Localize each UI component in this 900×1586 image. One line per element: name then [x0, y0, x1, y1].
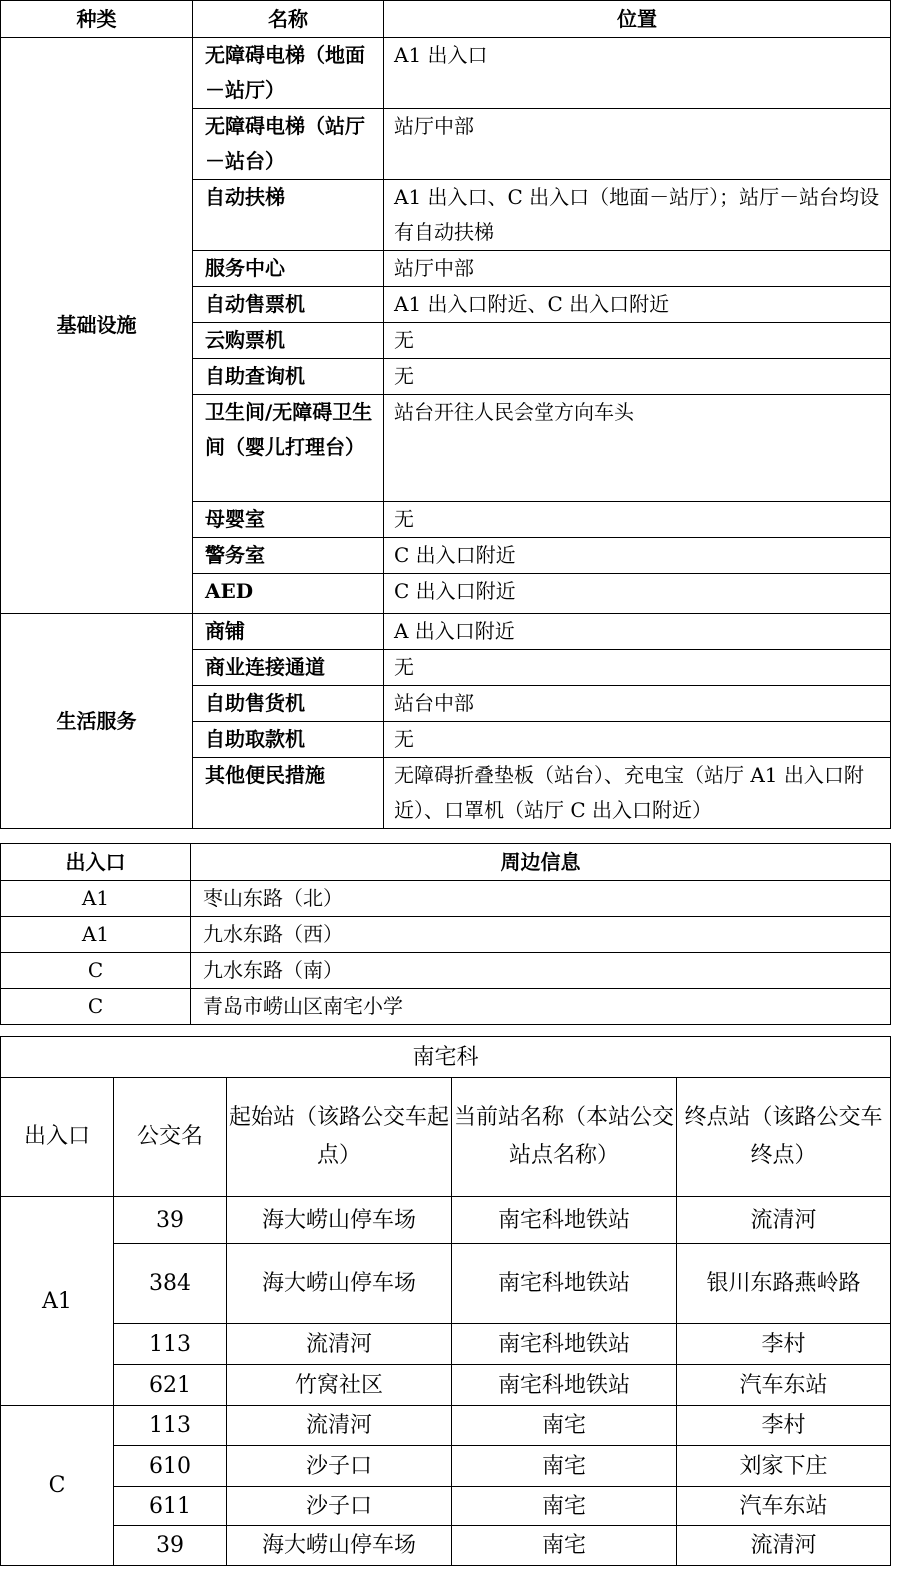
facility-location: 站厅中部: [384, 109, 891, 180]
header-exit: 出入口: [1, 1078, 114, 1197]
info-cell: 青岛市崂山区南宅小学: [191, 989, 891, 1025]
info-cell: 枣山东路（北）: [191, 881, 891, 917]
current-stop: 南宅科地铁站: [452, 1324, 677, 1365]
bus-line: 384: [114, 1244, 227, 1324]
table-row: [1, 989, 891, 1025]
end-stop: 汽车东站: [677, 1487, 891, 1526]
bus-line: 113: [114, 1406, 227, 1446]
table-row: [1, 1526, 891, 1566]
table-row: [1, 1324, 891, 1365]
facility-name: 警务室: [193, 538, 384, 574]
facility-location: 无障碍折叠垫板（站台）、充电宝（站厅 A1 出入口附近）、口罩机（站厅 C 出入口附近）: [384, 758, 891, 829]
facility-location: 站厅中部: [384, 251, 891, 287]
facility-location: A1 出入口、C 出入口（地面－站厅）；站厅－站台均设有自动扶梯: [384, 180, 891, 251]
facility-location: 无: [384, 722, 891, 758]
facility-name: 自助取款机: [193, 722, 384, 758]
bus-line: 113: [114, 1324, 227, 1365]
facility-name: 母婴室: [193, 502, 384, 538]
header-bus-line: 公交名: [114, 1078, 227, 1197]
facility-name: 自助售货机: [193, 686, 384, 722]
table-row: [1, 917, 891, 953]
facility-location: 无: [384, 502, 891, 538]
header-category: 种类: [1, 1, 193, 38]
bus-line: 610: [114, 1446, 227, 1487]
end-stop: 李村: [677, 1324, 891, 1365]
table-header-row: [1, 1, 891, 38]
surroundings-table: [0, 843, 891, 1025]
facility-location: A 出入口附近: [384, 614, 891, 650]
header-exit: 出入口: [1, 844, 191, 881]
facility-location: A1 出入口: [384, 38, 891, 109]
facility-name: 卫生间/无障碍卫生间（婴儿打理台）: [193, 395, 384, 502]
start-stop: 海大崂山停车场: [227, 1197, 452, 1244]
header-start-stop: 起始站（该路公交车起点）: [227, 1078, 452, 1197]
end-stop: 流清河: [677, 1197, 891, 1244]
current-stop: 南宅: [452, 1406, 677, 1446]
table-row: [1, 953, 891, 989]
table-row: [1, 1487, 891, 1526]
bus-line: 39: [114, 1526, 227, 1566]
table-header-row: [1, 1078, 891, 1197]
bus-line: 621: [114, 1365, 227, 1406]
current-stop: 南宅: [452, 1487, 677, 1526]
exit-cell: A1: [1, 1197, 114, 1406]
table-row: [1, 881, 891, 917]
facility-name: AED: [193, 574, 384, 614]
table-row: [1, 614, 891, 650]
facility-name: 无障碍电梯（地面－站厅）: [193, 38, 384, 109]
start-stop: 海大崂山停车场: [227, 1244, 452, 1324]
facility-name: 其他便民措施: [193, 758, 384, 829]
exit-cell: C: [1, 989, 191, 1025]
current-stop: 南宅科地铁站: [452, 1365, 677, 1406]
end-stop: 李村: [677, 1406, 891, 1446]
category-cell: 基础设施: [1, 38, 193, 614]
facility-location: 无: [384, 650, 891, 686]
facility-location: C 出入口附近: [384, 574, 891, 614]
facility-location: 站台中部: [384, 686, 891, 722]
table-row: [1, 1365, 891, 1406]
facility-name: 服务中心: [193, 251, 384, 287]
header-info: 周边信息: [191, 844, 891, 881]
header-end-stop: 终点站（该路公交车终点）: [677, 1078, 891, 1197]
start-stop: 海大崂山停车场: [227, 1526, 452, 1566]
facility-name: 自动售票机: [193, 287, 384, 323]
facility-name: 自助查询机: [193, 359, 384, 395]
facility-name: 无障碍电梯（站厅－站台）: [193, 109, 384, 180]
station-title: 南宅科: [1, 1037, 891, 1078]
exit-cell: C: [1, 953, 191, 989]
current-stop: 南宅科地铁站: [452, 1244, 677, 1324]
end-stop: 刘家下庄: [677, 1446, 891, 1487]
facility-name: 云购票机: [193, 323, 384, 359]
current-stop: 南宅: [452, 1526, 677, 1566]
facility-location: A1 出入口附近、C 出入口附近: [384, 287, 891, 323]
header-current-stop: 当前站名称（本站公交站点名称）: [452, 1078, 677, 1197]
current-stop: 南宅: [452, 1446, 677, 1487]
start-stop: 流清河: [227, 1324, 452, 1365]
start-stop: 沙子口: [227, 1487, 452, 1526]
table-row: [1, 1197, 891, 1244]
bus-line: 39: [114, 1197, 227, 1244]
bus-table: [0, 1036, 891, 1566]
facility-location: C 出入口附近: [384, 538, 891, 574]
facility-location: 无: [384, 359, 891, 395]
header-location: 位置: [384, 1, 891, 38]
facility-location: 无: [384, 323, 891, 359]
bus-line: 611: [114, 1487, 227, 1526]
current-stop: 南宅科地铁站: [452, 1197, 677, 1244]
exit-cell: A1: [1, 917, 191, 953]
table-row: [1, 1446, 891, 1487]
end-stop: 汽车东站: [677, 1365, 891, 1406]
info-cell: 九水东路（南）: [191, 953, 891, 989]
facility-name: 商业连接通道: [193, 650, 384, 686]
category-cell: 生活服务: [1, 614, 193, 829]
table-row: [1, 1406, 891, 1446]
start-stop: 沙子口: [227, 1446, 452, 1487]
info-cell: 九水东路（西）: [191, 917, 891, 953]
end-stop: 银川东路燕岭路: [677, 1244, 891, 1324]
end-stop: 流清河: [677, 1526, 891, 1566]
facility-name: 商铺: [193, 614, 384, 650]
start-stop: 竹窝社区: [227, 1365, 452, 1406]
bus-title-row: [1, 1037, 891, 1078]
start-stop: 流清河: [227, 1406, 452, 1446]
facility-name: 自动扶梯: [193, 180, 384, 251]
table-row: [1, 38, 891, 109]
exit-cell: A1: [1, 881, 191, 917]
table-row: [1, 1244, 891, 1324]
header-name: 名称: [193, 1, 384, 38]
facility-location: 站台开往人民会堂方向车头: [384, 395, 891, 502]
exit-cell: C: [1, 1406, 114, 1566]
table-header-row: [1, 844, 891, 881]
